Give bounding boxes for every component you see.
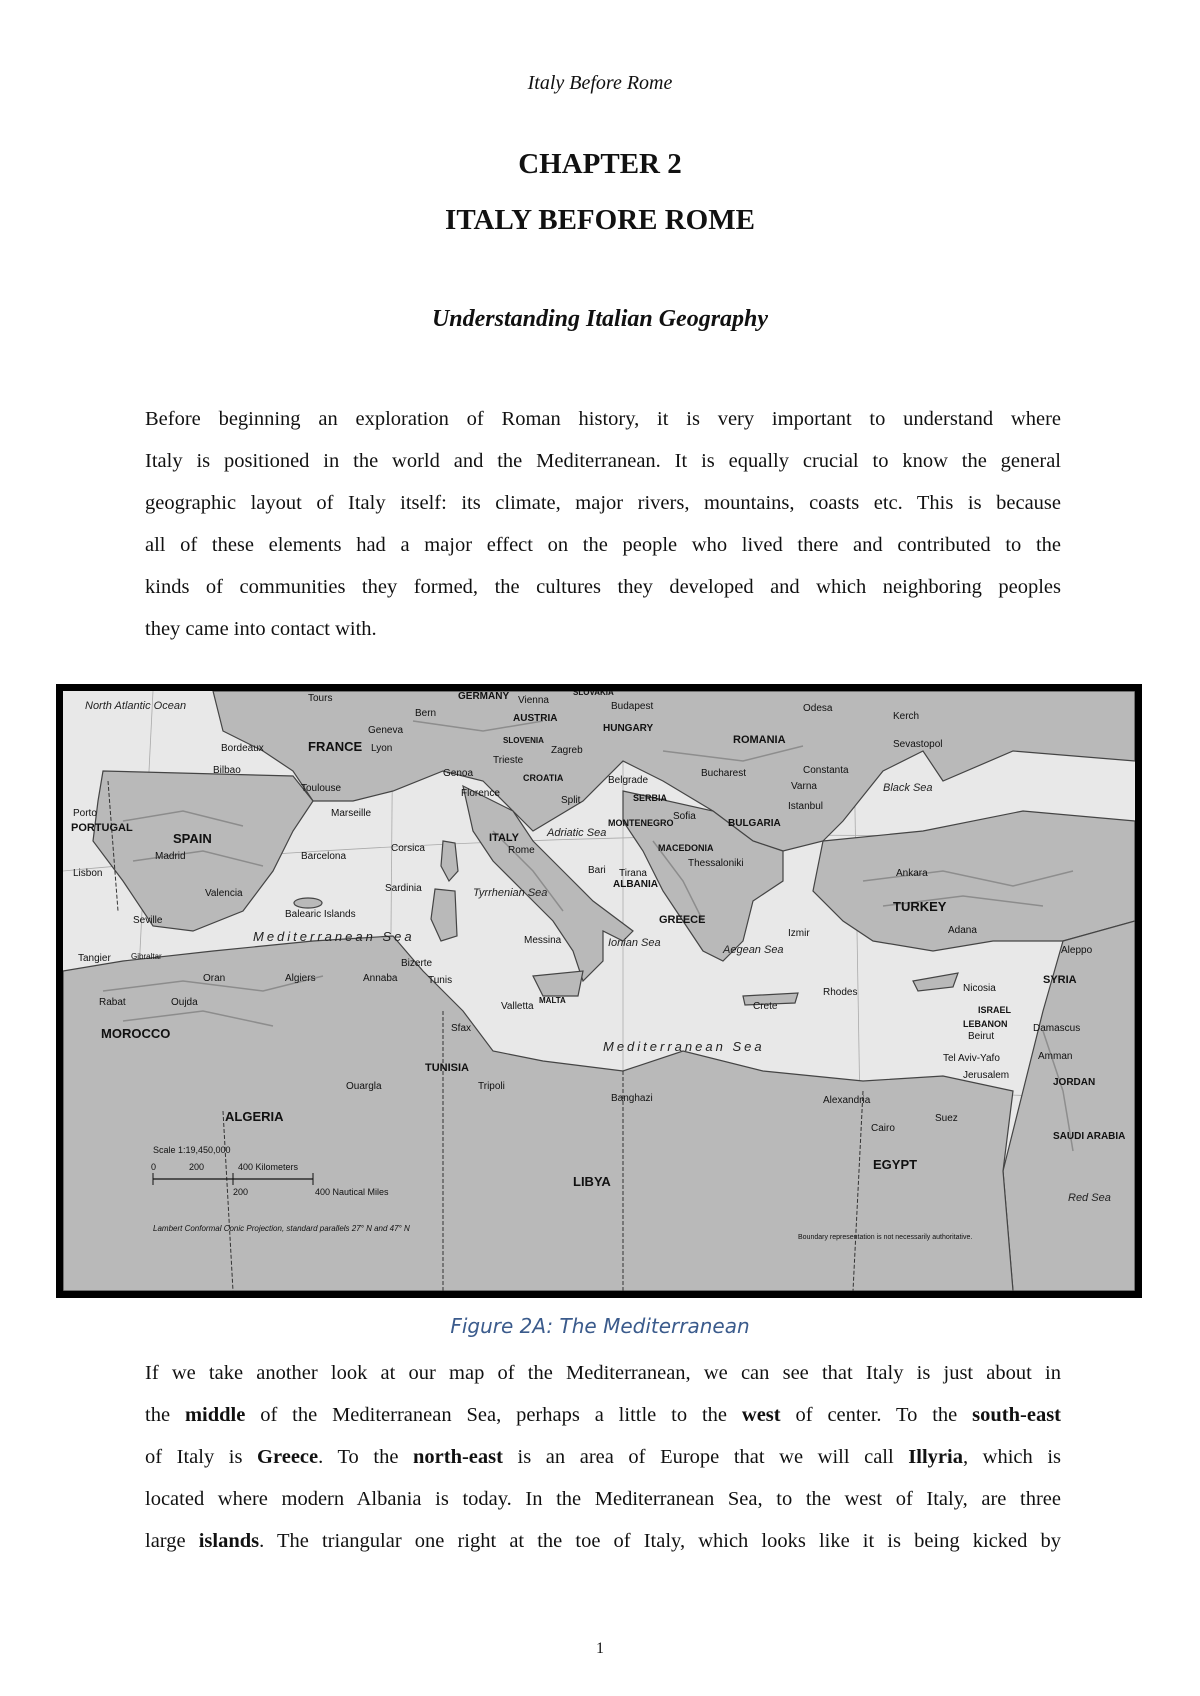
map-label-algeria: ALGERIA <box>225 1109 284 1124</box>
map-city: Beirut <box>968 1031 995 1042</box>
map-city: Algiers <box>285 973 316 984</box>
paragraph-line <box>145 1478 1061 1520</box>
map-city: Geneva <box>368 725 404 736</box>
map-city: Budapest <box>611 701 654 712</box>
map-city: Istanbul <box>788 801 824 812</box>
paragraph-line <box>145 1352 1061 1394</box>
map-label-albania: ALBANIA <box>613 879 658 890</box>
bold-term: south-east <box>972 1404 1062 1426</box>
map-city: Aleppo <box>1061 945 1093 956</box>
map-label-israel: ISRAEL <box>978 1005 1012 1015</box>
map-city: Messina <box>524 935 562 946</box>
map-label-ionian: Ionian Sea <box>608 937 661 949</box>
bold-term: Illyria <box>908 1446 963 1468</box>
map-city: Tangier <box>78 953 111 964</box>
paragraph-line: they came into contact with. <box>145 618 377 640</box>
text-run: If we take another look at our map of the Mediterranean, we can see that Italy is just about in <box>145 1362 1061 1384</box>
paragraph-line <box>145 1520 1061 1562</box>
map-label-austria: AUSTRIA <box>513 713 558 724</box>
map-label-syria: SYRIA <box>1043 974 1077 986</box>
map-city: Tel Aviv-Yafo <box>943 1053 1000 1064</box>
bold-term: middle <box>184 1404 246 1426</box>
chapter-title: ITALY BEFORE ROME <box>445 204 755 236</box>
map-city: Varna <box>791 781 817 792</box>
map-city: Adana <box>948 925 977 936</box>
map-city: Amman <box>1038 1051 1073 1062</box>
map-city: Seville <box>133 915 163 926</box>
map-label-montenegro: MONTENEGRO <box>608 818 674 828</box>
map-label-red-sea: Red Sea <box>1068 1192 1111 1204</box>
map-city: Tirana <box>619 868 647 879</box>
map-city: Gibraltar <box>131 952 162 961</box>
map-label-portugal: PORTUGAL <box>71 822 133 834</box>
text-run: , which is <box>962 1446 1062 1468</box>
map-label-jordan: JORDAN <box>1053 1077 1096 1088</box>
map-label-egypt: EGYPT <box>873 1157 918 1172</box>
map-image <box>63 691 1135 1291</box>
map-city: Sofia <box>673 811 696 822</box>
map-label-mediterranean-west: Mediterranean Sea <box>253 929 415 944</box>
map-label-black-sea: Black Sea <box>883 782 933 794</box>
map-city: Bucharest <box>701 768 747 779</box>
map-label-lebanon: LEBANON <box>963 1019 1008 1029</box>
map-city: Tripoli <box>478 1081 505 1092</box>
map-label-france: FRANCE <box>308 739 363 754</box>
paragraph-line: Before beginning an exploration of Roman history, it is very important to understand where <box>145 408 1061 430</box>
map-label-balearic: Balearic Islands <box>285 909 356 920</box>
map-city: Constanta <box>803 765 849 776</box>
paragraph-line: geographic layout of Italy itself: its climate, major rivers, mountains, coasts etc. This is because <box>145 492 1061 514</box>
map-city: Oujda <box>171 997 198 1008</box>
chapter-number: CHAPTER 2 <box>518 148 682 180</box>
map-label-libya: LIBYA <box>573 1174 611 1189</box>
map-scale-mi-mid: 200 <box>233 1187 249 1197</box>
map-city: Suez <box>935 1113 958 1124</box>
map-label-mediterranean-east: Mediterranean Sea <box>603 1039 765 1054</box>
paragraph-line <box>145 1436 1061 1478</box>
bold-term: islands <box>198 1530 260 1552</box>
text-run: is an area of Europe that we will call <box>502 1446 909 1468</box>
map-label-north-atlantic: North Atlantic Ocean <box>85 700 187 712</box>
map-city: Belgrade <box>608 775 649 786</box>
map-label-slovakia: SLOVAKIA <box>573 691 614 697</box>
map-city: Bordeaux <box>221 743 264 754</box>
map-scale-zero: 0 <box>151 1162 157 1172</box>
map-label-romania: ROMANIA <box>733 734 786 746</box>
map-label-spain: SPAIN <box>173 831 212 846</box>
map-label-germany: GERMANY <box>458 691 510 702</box>
map-label-slovenia: SLOVENIA <box>503 736 544 745</box>
map-city: Sfax <box>451 1023 472 1034</box>
paragraph-line: kinds of communities they formed, the cultures they developed and which neighboring peoples <box>145 576 1061 598</box>
paragraph-line: Italy is positioned in the world and the Mediterranean. It is equally crucial to know the general <box>145 450 1061 472</box>
map-city: Lyon <box>371 743 393 754</box>
map-scale-km: 400 Kilometers <box>238 1162 299 1172</box>
paragraph-line <box>145 1394 1061 1436</box>
bold-term: Greece <box>257 1446 319 1468</box>
map-label-adriatic: Adriatic Sea <box>547 827 607 839</box>
map-city: Zagreb <box>551 745 583 756</box>
map-city: Marseille <box>331 808 372 819</box>
map-city: Vienna <box>518 695 549 706</box>
text-run: large <box>145 1530 199 1552</box>
map-city: Genoa <box>443 768 474 779</box>
text-run: of the Mediterranean Sea, perhaps a little to the <box>245 1404 742 1426</box>
map-city: Madrid <box>155 851 186 862</box>
map-city: Trieste <box>493 755 524 766</box>
map-label-sardinia: Sardinia <box>385 883 422 894</box>
map-city: Crete <box>753 1001 778 1012</box>
map-label-italy: ITALY <box>489 832 519 844</box>
map-label-greece: GREECE <box>659 914 706 926</box>
mediterranean-map <box>56 684 1142 1298</box>
map-scale-km-mid: 200 <box>189 1162 205 1172</box>
map-city: Lisbon <box>73 868 103 879</box>
map-city: Barcelona <box>301 851 347 862</box>
map-scale-ratio: Scale 1:19,450,000 <box>153 1145 231 1155</box>
map-city: Odesa <box>803 703 833 714</box>
bold-term: north-east <box>413 1446 503 1468</box>
map-city: Florence <box>461 788 500 799</box>
text-run: . To the <box>318 1446 413 1468</box>
map-city: Kerch <box>893 711 920 722</box>
map-label-bulgaria: BULGARIA <box>728 818 781 829</box>
text-run: the <box>145 1404 185 1426</box>
map-city: Jerusalem <box>963 1070 1010 1081</box>
intro-paragraph <box>145 398 1061 650</box>
map-label-croatia: CROATIA <box>523 773 564 783</box>
map-city: Bizerte <box>401 958 433 969</box>
map-city: Thessaloniki <box>688 858 744 869</box>
map-city: Bern <box>415 708 437 719</box>
map-city: Rabat <box>99 997 126 1008</box>
running-head: Italy Before Rome <box>527 72 673 94</box>
map-city: Ankara <box>896 868 928 879</box>
map-label-macedonia: MACEDONIA <box>658 843 714 853</box>
map-city: Bari <box>588 865 606 876</box>
map-city: Bilbao <box>213 765 241 776</box>
map-city: Izmir <box>788 928 810 939</box>
map-label-aegean: Aegean Sea <box>723 944 784 956</box>
map-city: Valencia <box>205 888 243 899</box>
page-number: 1 <box>596 1640 604 1657</box>
map-label-serbia: SERBIA <box>633 793 668 803</box>
map-city: Porto <box>73 808 97 819</box>
map-city: Sevastopol <box>893 739 943 750</box>
map-label-morocco: MOROCCO <box>101 1026 171 1041</box>
map-city: Tunis <box>428 975 453 986</box>
map-city: Tours <box>308 693 333 704</box>
map-city: Oran <box>203 973 226 984</box>
text-run: located where modern Albania is today. In the Mediterranean Sea, to the west of Italy, are three <box>145 1488 1061 1510</box>
map-city: Cairo <box>871 1123 895 1134</box>
section-heading: Understanding Italian Geography <box>431 306 769 332</box>
map-city: Valletta <box>501 1001 534 1012</box>
map-city: Split <box>561 795 581 806</box>
map-boundary-note: Boundary representation is not necessarily authoritative. <box>798 1234 973 1241</box>
bold-term: west <box>741 1404 781 1426</box>
map-city: Ouargla <box>346 1081 382 1092</box>
map-scale-mi: 400 Nautical Miles <box>315 1187 389 1197</box>
map-city: Rome <box>508 845 535 856</box>
map-label-turkey: TURKEY <box>893 899 947 914</box>
body-paragraph <box>145 1352 1061 1562</box>
map-city: Toulouse <box>301 783 342 794</box>
map-city: Banghazi <box>611 1093 653 1104</box>
text-run: . The triangular one right at the toe of Italy, which looks like it is being kicked by <box>259 1530 1061 1552</box>
map-city: Damascus <box>1033 1023 1081 1034</box>
map-label-tunisia: TUNISIA <box>425 1062 469 1074</box>
map-label-tyrrhenian: Tyrrhenian Sea <box>473 887 548 899</box>
map-label-hungary: HUNGARY <box>603 723 654 734</box>
map-label-saudi-arabia: SAUDI ARABIA <box>1053 1131 1126 1142</box>
figure-caption: Figure 2A: The Mediterranean <box>450 1314 750 1338</box>
map-city: Alexandria <box>823 1095 871 1106</box>
paragraph-line: all of these elements had a major effect on the people who lived there and contributed to the <box>145 534 1061 556</box>
map-projection-note: Lambert Conformal Conic Projection, standard parallels 27° N and 47° N <box>153 1224 410 1233</box>
map-label-malta: MALTA <box>539 996 566 1005</box>
text-run: of Italy is <box>145 1446 258 1468</box>
map-city: Rhodes <box>823 987 858 998</box>
map-label-corsica: Corsica <box>391 843 425 854</box>
map-city: Annaba <box>363 973 398 984</box>
text-run: of center. To the <box>780 1404 973 1426</box>
map-city: Nicosia <box>963 983 996 994</box>
